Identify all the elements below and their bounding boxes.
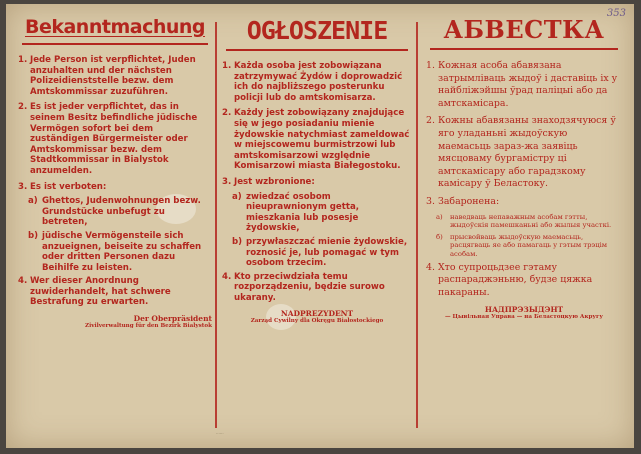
column-divider	[215, 22, 217, 428]
belarusian-item-1: 1. Кожная асоба абавязана затрымліваць жыдоў і даставіць іх у найбліжэйшы ўрад паліцыі або да амтскамісара.	[426, 60, 618, 109]
title-rule	[430, 48, 618, 50]
column-divider	[416, 22, 418, 428]
german-item-1: 1. Jede Person ist verpflichtet, Juden anzuhalten und der nächsten Polizeidienststelle bezw. dem Amtskommissar zuzuführen.	[18, 55, 196, 97]
belarusian-title: АБВЕСТКА	[443, 15, 605, 44]
belarusian-item-4: 4. Хто супроцьдзее гэтаму распараджэньню, будзе цяжка пакараны.	[426, 261, 593, 298]
german-item-2: 2. Es ist jeder verpflichtet, das in seinem Besitz befindliche jüdische Vermögen sofort bei dem zuständigen Bürgermeister oder Amtskommissar bezw. dem Stadtkommissar in Bialystok anzumelden.	[18, 102, 198, 176]
polish-item-3: 3. Jest wzbronione:	[222, 176, 315, 187]
german-subitem-b: b) jüdische Vermögensteile sich anzueignen, beiseite zu schaffen oder dritten Personen dazu Beihilfe zu leisten.	[28, 230, 202, 273]
german-column	[18, 18, 212, 438]
polish-title: OGŁOSZENIE	[246, 16, 388, 45]
archive-number: 353	[606, 8, 626, 19]
belarusian-item-2: 2. Кожны абавязаны знаходзячуюся ў яго уладаньні жыдоўскую маемасьць зараз-жа заявіць мясцоваму бургамістру ці амтскамісару або гарадзкому камісару ў Беластоку.	[426, 115, 616, 190]
german-item-3: 3. Es ist verboten:	[18, 181, 107, 192]
polish-column	[222, 18, 412, 438]
polish-item-2: 2. Każdy jest zobowiązany znajdujące się w jego posiadaniu mienie żydowskie natychmiast zameldować w miejscowemu burmistrzowi lub amtskomisarzowi względnie Komisarzowi miasta Białegostoku.	[222, 108, 410, 172]
polish-subitem-a: a) zwiedzać osobom nieuprawnionym getta, mieszkania lub posesje żydowskie,	[232, 191, 360, 234]
german-subitem-a: a) Ghettos, Judenwohnungen bezw. Grundstücke unbefugt zu betreten,	[28, 196, 201, 228]
poster-sheet	[6, 4, 634, 448]
german-item-4: 4. Wer dieser Anordnung zuwiderhandelt, hat schwere Bestrafung zu erwarten.	[18, 276, 171, 308]
belarusian-subitem-b: б) прысвойваць жыдоўскую маемасьць, расцягваць яе або памагаць у гэтым трэцім асобам.	[436, 232, 608, 258]
polish-subitem-b: b) przywłaszczać mienie żydowskie, roznosić je, lub pomagać w tym osobom trzecim.	[232, 236, 408, 269]
title-rule	[226, 49, 408, 51]
polish-item-4: 4. Kto przeciwdziała temu rozporządzeniu, będzie surowo ukarany.	[222, 271, 385, 303]
title-rule	[22, 43, 208, 45]
belarusian-column	[426, 15, 622, 438]
printer-note: ......	[216, 430, 224, 435]
german-title: Bekanntmachung	[24, 16, 206, 38]
belarusian-subitem-a: а) наведваць непаважным асобам гэтты, жыдоўскія памешканьні або жылыя участкі.	[436, 212, 612, 230]
german-signature: Der Oberpräsident Zivilverwaltung für den Bezirk Bialystok	[84, 314, 212, 330]
belarusian-item-3: 3. Забаронена:	[426, 195, 500, 207]
polish-signature: NADPREZYDENT Zarząd Cywilny dla Okręgu Białostockiego	[250, 309, 384, 325]
belarusian-signature: НАДПРЭЗЫДЭНТ — Цывільная Управа — на Беластоцкую Акругу	[445, 305, 603, 321]
polish-item-1: 1. Każda osoba jest zobowiązana zatrzymywać Żydów i doprowadzić ich do najbliższego posterunku policji lub do amtskomisarza.	[222, 61, 403, 103]
